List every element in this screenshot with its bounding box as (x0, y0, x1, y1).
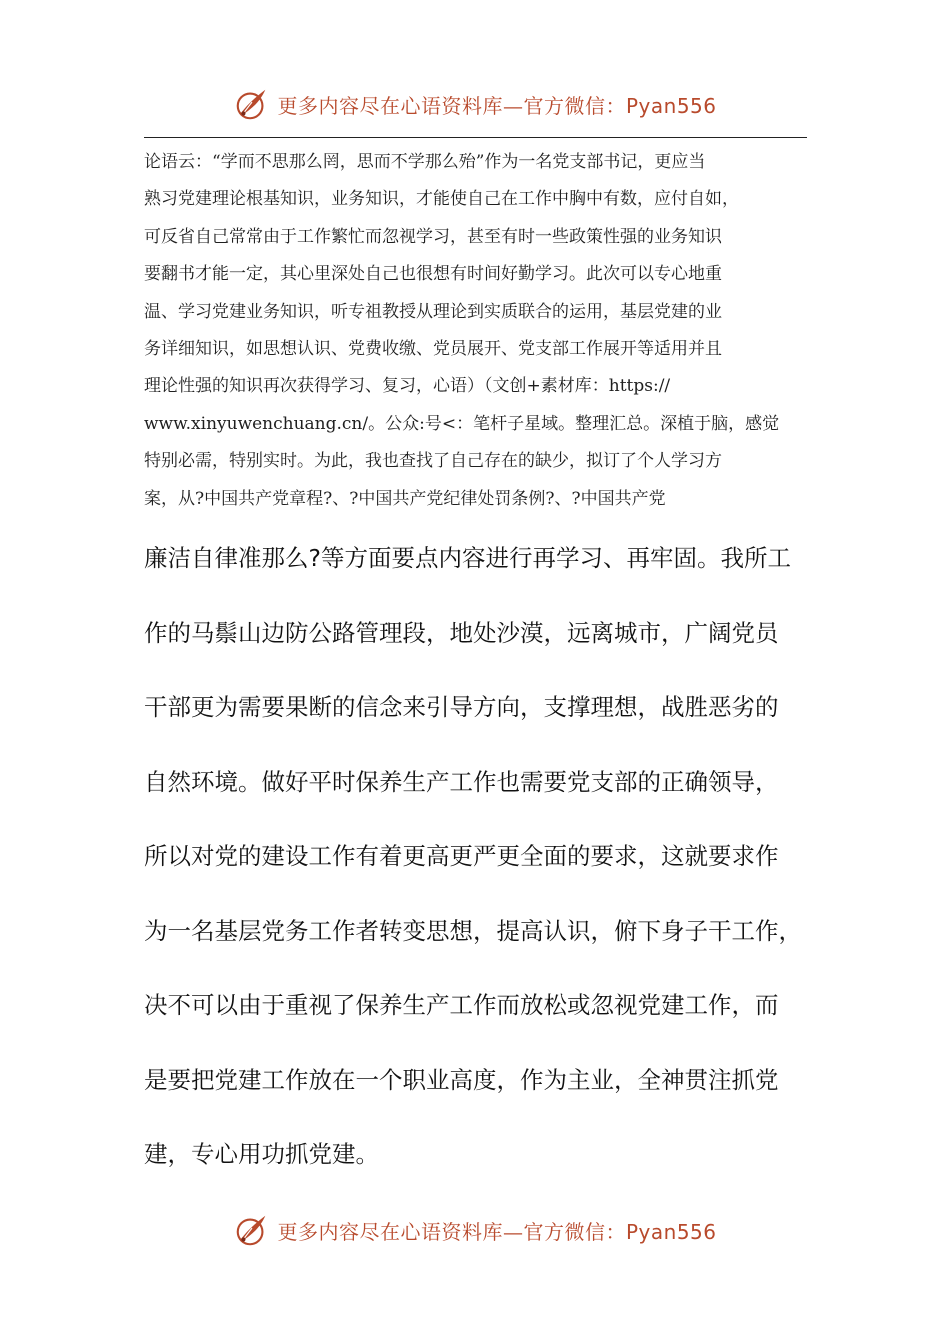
large-paragraph-line: 干部更为需要果断的信念来引导方向，支撑理想，战胜恶劣的 (144, 693, 779, 721)
header-banner-text (277, 90, 716, 119)
footer-banner (0, 1206, 950, 1254)
small-paragraph-line: 理论性强的知识再次获得学习、复习，心语）（文创+素材库：https:// (144, 376, 671, 397)
quill-pen-logo-icon (233, 85, 271, 123)
large-paragraph-line: 自然环境。做好平时保养生产工作也需要党支部的正确领导， (144, 767, 779, 796)
large-paragraph-line: 建，专心用功抓党建。 (144, 1140, 379, 1168)
large-paragraph (144, 521, 808, 1192)
quill-pen-logo-icon (233, 1211, 271, 1249)
footer-banner-text (277, 1216, 716, 1245)
large-paragraph-line: 是要把党建工作放在一个职业高度，作为主业，全神贯注抓党 (144, 1065, 779, 1094)
header-banner-main: 更多内容尽在心语资料库—官方微信： (277, 93, 626, 118)
small-paragraph (144, 144, 808, 518)
large-paragraph-line: 为一名基层党务工作者转变思想，提高认识，俯下身子干工作， (144, 916, 802, 945)
footer-wechat-id: Pyan556 (625, 1219, 717, 1244)
small-paragraph-line: 务详细知识，如思想认识、党费收缴、党员展开、党支部工作展开等适用并且 (144, 338, 722, 359)
small-paragraph-line: 论语云：“学而不思那么罔，思而不学那么殆”作为一名党支部书记，更应当 (144, 152, 706, 172)
footer-banner-main: 更多内容尽在心语资料库—官方微信： (277, 1219, 626, 1244)
small-paragraph-line: 特别必需，特别实时。为此，我也查找了自己存在的缺少，拟订了个人学习方 (144, 451, 722, 472)
small-paragraph-line: 案，从?中国共产党章程?、?中国共产党纪律处罚条例?、?中国共产党 (144, 488, 666, 509)
small-paragraph-line: www.xinyuwenchuang.cn/。公众:号<：笔杆子星域。整理汇总。深植于脑，感觉 (144, 413, 780, 434)
large-paragraph-line: 所以对党的建设工作有着更高更严更全面的要求，这就要求作 (144, 842, 779, 870)
small-paragraph-line: 可反省自己常常由于工作繁忙而忽视学习，甚至有时一些政策性强的业务知识 (144, 226, 722, 247)
large-paragraph-line: 作的马鬃山边防公路管理段，地处沙漠，远离城市，广阔党员 (144, 618, 779, 647)
header-banner (0, 80, 950, 128)
header-wechat-id: Pyan556 (625, 93, 717, 118)
large-paragraph-line: 廉洁自律准那么?等方面要点内容进行再学习、再牢固。我所工 (144, 544, 791, 572)
header-divider (144, 137, 807, 138)
small-paragraph-line: 温、学习党建业务知识，听专祖教授从理论到实质联合的运用，基层党建的业 (144, 301, 722, 322)
large-paragraph-line: 决不可以由于重视了保养生产工作而放松或忽视党建工作，而 (144, 991, 779, 1019)
small-paragraph-line: 熟习党建理论根基知识，业务知识，才能使自己在工作中胸中有数，应付自如， (144, 189, 739, 210)
small-paragraph-line: 要翻书才能一定，其心里深处自己也很想有时间好勤学习。此次可以专心地重 (144, 264, 722, 285)
